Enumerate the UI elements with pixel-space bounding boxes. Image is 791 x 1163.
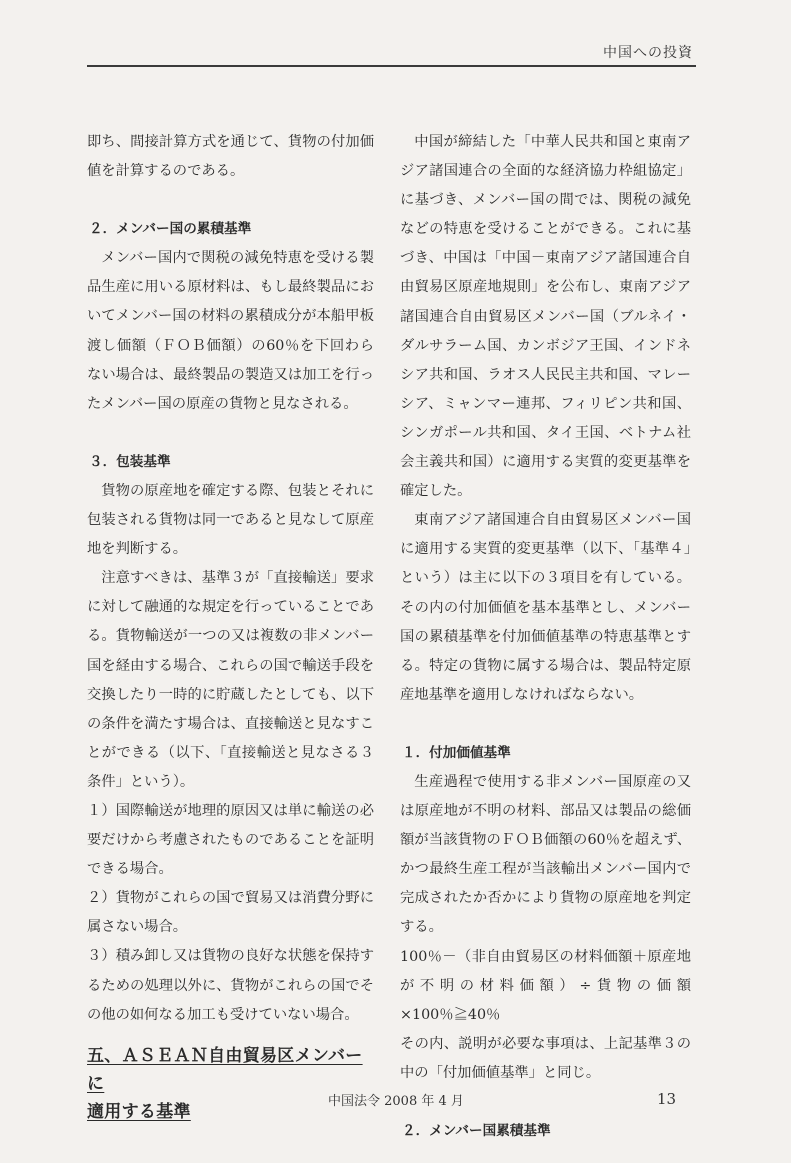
condition-item-2: ２）貨物がこれらの国で貿易又は消費分野に属さない場合。 [87, 890, 374, 936]
right-column [400, 128, 691, 1146]
spacer [87, 419, 374, 448]
header-rule [87, 65, 696, 67]
left-paragraph-1: 即ち、間接計算方式を通じて、貨物の付加価値を計算するのである。 [87, 134, 374, 180]
section-heading-packaging: ３．包装基準 [89, 453, 171, 470]
footer-journal-issue: 中国法令 2008 年 4 月 [328, 1094, 464, 1109]
right-paragraph-1: 中国が締結した「中華人民共和国と東南アジア諸国連合の全面的な経済協力枠組協定」に基づき、メンバー国の間では、関税の減免などの特恵を受けることができる。これに基づき、中国は「中国－東南アジア諸国連合自由貿易区原産地規則」を公布し、東南アジア諸国連合自由貿易区メンバー国（ブルネイ・ダルサラーム国、カンボジア王国、インドネシア共和国、ラオス人民民主共和国、マレーシア、ミャンマー連邦、フィリピン共和国、シンガポール共和国、タイ王国、ベトナム社会主義共和国）に適用する実質的変更基準を確定した。 [400, 134, 691, 500]
running-header-title: 中国への投資 [603, 45, 693, 61]
spacer [87, 186, 374, 215]
left-column [87, 128, 374, 1126]
left-paragraph-2: メンバー国内で関税の減免特恵を受ける製品生産に用いる原材料は、もし最終製品においてメンバー国の材料の累積成分が本船甲板渡し価額（ＦＯＢ価額）の60％を下回わらない場合は、最終製品の製造又は加工を行ったメンバー国の原産の貨物と見なされる。 [87, 250, 374, 412]
right-paragraph-2: 東南アジア諸国連合自由貿易区メンバー国に適用する実質的変更基準（以下、「基準４」という）は主に以下の３項目を有している。その内の付加価値を基本基準とし、メンバー国の累積基準を付加価値基準の特恵基準とする。特定の貨物に属する場合は、製品特定原産地基準を適用しなければならない。 [400, 512, 691, 703]
chapter-heading-line-2: 適用する基準 [87, 1101, 191, 1122]
chapter-heading [87, 1042, 374, 1126]
page-number: 13 [657, 1090, 677, 1108]
section-heading-value-added: １．付加価値基準 [402, 744, 511, 761]
condition-item-3: ３）積み卸し又は貨物の良好な状態を保持するための処理以外に、貨物がこれらの国でその他の如何なる加工も受けていない場合。 [87, 948, 374, 1023]
chapter-heading-line-1: 五、ＡＳＥＡＮ自由貿易区メンバーに [87, 1045, 363, 1094]
left-paragraph-4: 注意すべきは、基準３が「直接輸送」要求に対して融通的な規定を行っていることである。貨物輸送が一つの又は複数の非メンバー国を経由する場合、これらの国で輸送手段を交換したり一時的に貯蔵したとしても、以下の条件を満たす場合は、直接輸送と見なすことができる（以下、「直接輸送と見なさる３条件」という）。 [87, 570, 374, 790]
right-paragraph-4: その内、説明が必要な事項は、上記基準３の中の「付加価値基準」と同じ。 [400, 1035, 691, 1081]
left-paragraph-3: 貨物の原産地を確定する際、包装とそれに包装される貨物は同一であると見なして原産地を判断する。 [87, 482, 374, 558]
condition-item-1: １）国際輸送が地理的原因又は単に輸送の必要だけから考慮されたものであることを証明できる場合。 [87, 802, 374, 878]
spacer [400, 710, 691, 739]
section-heading-member-cumulative: ２．メンバー国累積基準 [402, 1123, 551, 1139]
right-paragraph-3: 生産過程で使用する非メンバー国原産の又は原産地が不明の材料、部品又は製品の総価額が当該貨物のＦＯＢ価額の60％を超えず、かつ最終生産工程が当該輸出メンバー国内で完成されたか否かにより貨物の原産地を判定する。 [400, 773, 691, 936]
section-heading-cumulative: ２．メンバー国の累積基準 [89, 221, 252, 238]
formula: 100％－（非自由貿易区の材料価額＋原産地が不明の材料価額）÷貨物の価額×100％≧40％ [400, 948, 691, 1023]
